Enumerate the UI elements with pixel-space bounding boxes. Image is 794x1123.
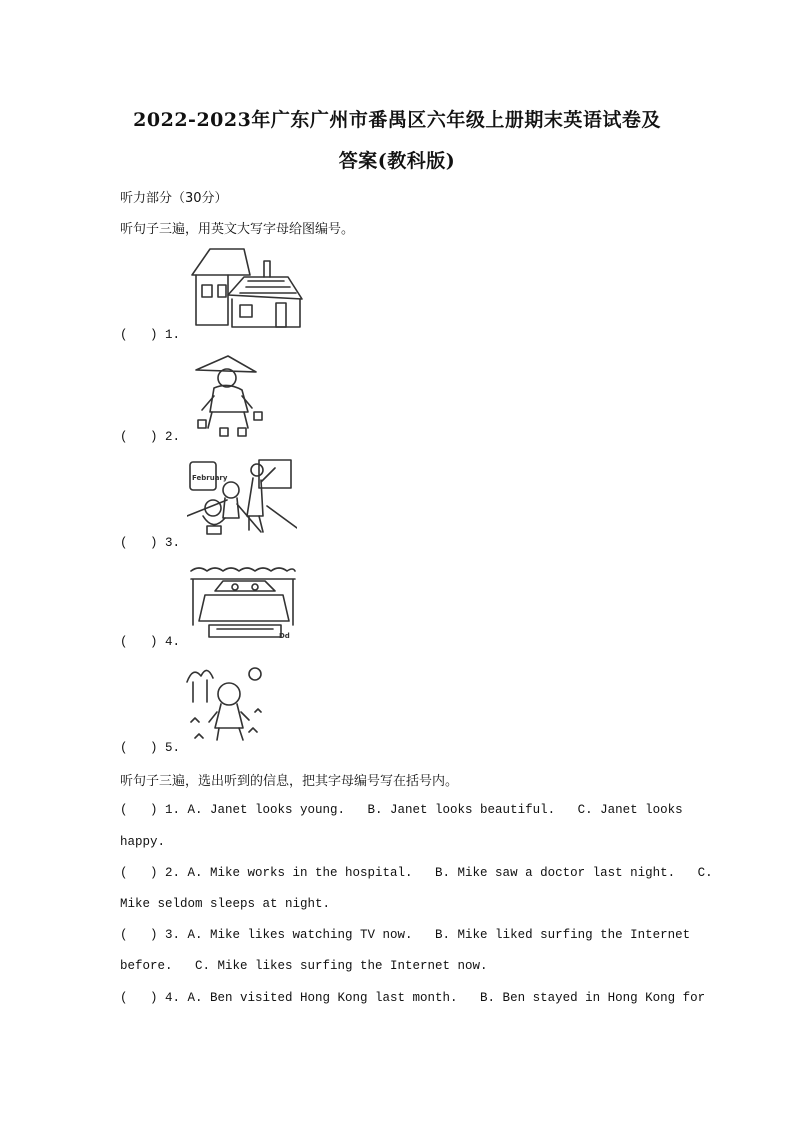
family-cleaning-picture <box>187 456 297 538</box>
part2-line: before. C. Mike likes surfing the Internet now. <box>120 959 488 973</box>
part2-line: Mike seldom sleeps at night. <box>120 897 331 911</box>
document-title-line-1: 2022-2023年广东广州市番禺区六年级上册期末英语试卷及 <box>133 109 661 131</box>
part2-line: ( ) 2. A. Mike works in the hospital. B. Mike saw a doctor last night. C. <box>120 866 713 880</box>
farmer-planting-picture <box>190 352 268 440</box>
part1-item-4-label: ( ) 4. <box>120 635 181 649</box>
part2-instruction: 听句子三遍，选出听到的信息，把其字母编号写在括号内。 <box>120 774 459 789</box>
part1-item-1-label: ( ) 1. <box>120 328 181 342</box>
section-heading: 听力部分（30分） <box>120 191 228 206</box>
picture-mark: Dd <box>279 632 290 640</box>
part1-instruction: 听句子三遍，用英文大写字母给图编号。 <box>120 222 355 237</box>
part2-line: ( ) 1. A. Janet looks young. B. Janet looks beautiful. C. Janet looks <box>120 803 683 817</box>
part2-line: happy. <box>120 835 166 849</box>
part2-line: ( ) 3. A. Mike likes watching TV now. B. Mike liked surfing the Internet <box>120 928 691 942</box>
part1-item-3-label: ( ) 3. <box>120 536 181 550</box>
document-title-line-2: 答案(教科版) <box>338 150 456 172</box>
part1-item-2-label: ( ) 2. <box>120 430 181 444</box>
child-planting-picture <box>185 662 267 746</box>
houses-picture <box>188 245 306 331</box>
calendar-text: February <box>192 474 228 482</box>
part1-item-5-label: ( ) 5. <box>120 741 181 755</box>
traffic-jam-picture <box>189 565 297 641</box>
part2-line: ( ) 4. A. Ben visited Hong Kong last month. B. Ben stayed in Hong Kong for <box>120 991 706 1005</box>
